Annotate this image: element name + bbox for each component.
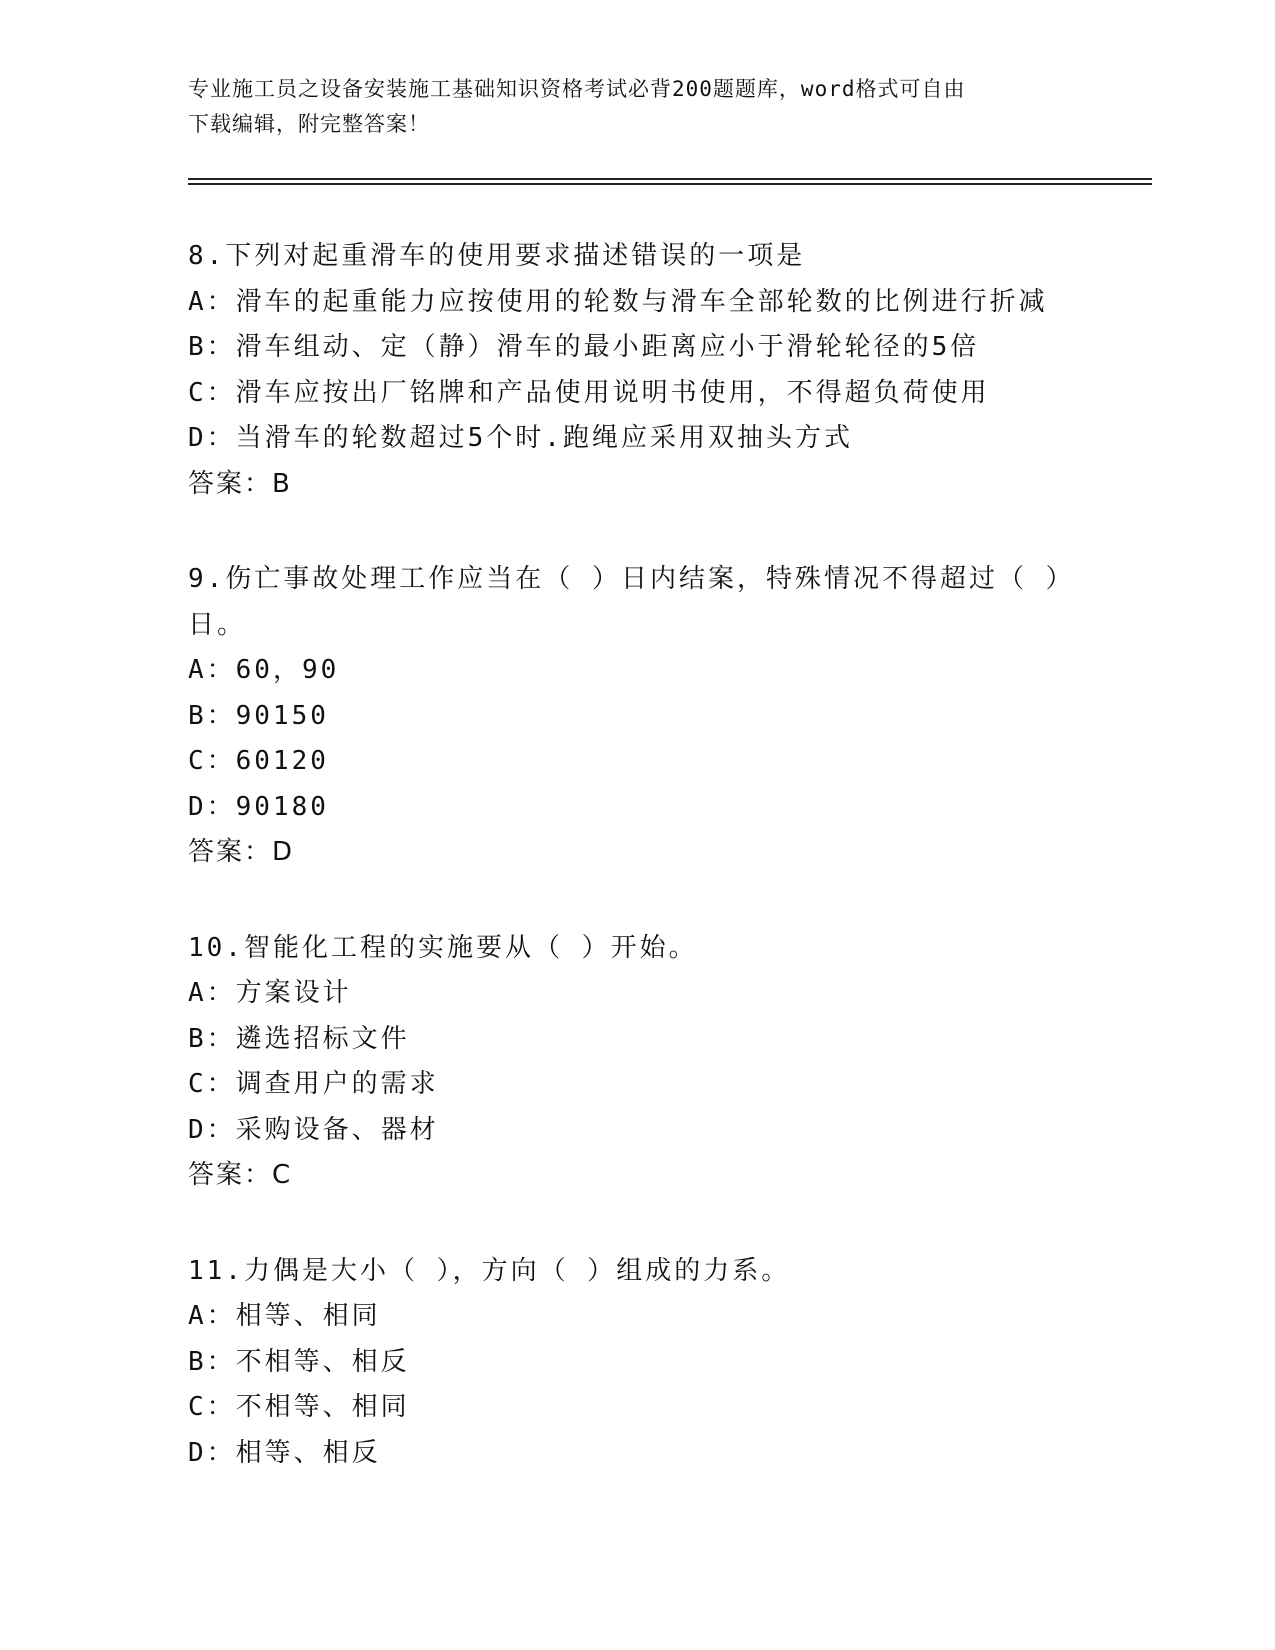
- option-b: B：90150: [188, 700, 329, 731]
- option-d: D：当滑车的轮数超过5个时.跑绳应采用双抽头方式: [188, 423, 853, 453]
- answer-line: 答案：B: [188, 468, 292, 499]
- question-stem: 10.智能化工程的实施要从（ ）开始。: [188, 932, 698, 963]
- option-b: B：滑车组动、定（静）滑车的最小距离应小于滑轮轮径的5倍: [188, 332, 980, 362]
- header-divider-top: [188, 178, 1152, 180]
- option-d: D：90180: [188, 791, 329, 822]
- option-a: A：方案设计: [188, 978, 352, 1008]
- document-header: [188, 72, 1088, 142]
- header-divider-bottom: [188, 183, 1152, 185]
- option-b: B：遴选招标文件: [188, 1023, 410, 1054]
- option-b: B：不相等、相反: [188, 1346, 410, 1377]
- question-stem: 8.下列对起重滑车的使用要求描述错误的一项是: [188, 241, 806, 271]
- question-stem: 9.伤亡事故处理工作应当在（ ）日内结案，特殊情况不得超过（ ）日。: [188, 564, 1062, 640]
- header-line-2: 下载编辑，附完整答案！: [188, 112, 430, 136]
- question-stem: 11.力偶是大小（ ），方向（ ）组成的力系。: [188, 1255, 791, 1286]
- header-line-1: 专业施工员之设备安装施工基础知识资格考试必背200题题库，word格式可自由: [188, 77, 966, 101]
- option-a: A：相等、相同: [188, 1301, 381, 1331]
- question-11: [188, 1249, 1068, 1477]
- option-c: C：调查用户的需求: [188, 1069, 439, 1099]
- option-c: C：60120: [188, 746, 329, 776]
- option-d: D：相等、相反: [188, 1437, 381, 1468]
- option-a: A：滑车的起重能力应按使用的轮数与滑车全部轮数的比例进行折减: [188, 286, 1048, 317]
- question-8: [188, 234, 1068, 507]
- option-c: C：不相等、相同: [188, 1392, 410, 1422]
- option-a: A：60，90: [188, 655, 340, 685]
- answer-line: 答案：D: [188, 837, 295, 867]
- answer-line: 答案：C: [188, 1160, 293, 1190]
- question-10: [188, 926, 1068, 1199]
- option-c: C：滑车应按出厂铭牌和产品使用说明书使用，不得超负荷使用: [188, 377, 990, 408]
- question-9: [188, 557, 1068, 876]
- question-list: [188, 234, 1068, 1526]
- option-d: D：采购设备、器材: [188, 1114, 439, 1145]
